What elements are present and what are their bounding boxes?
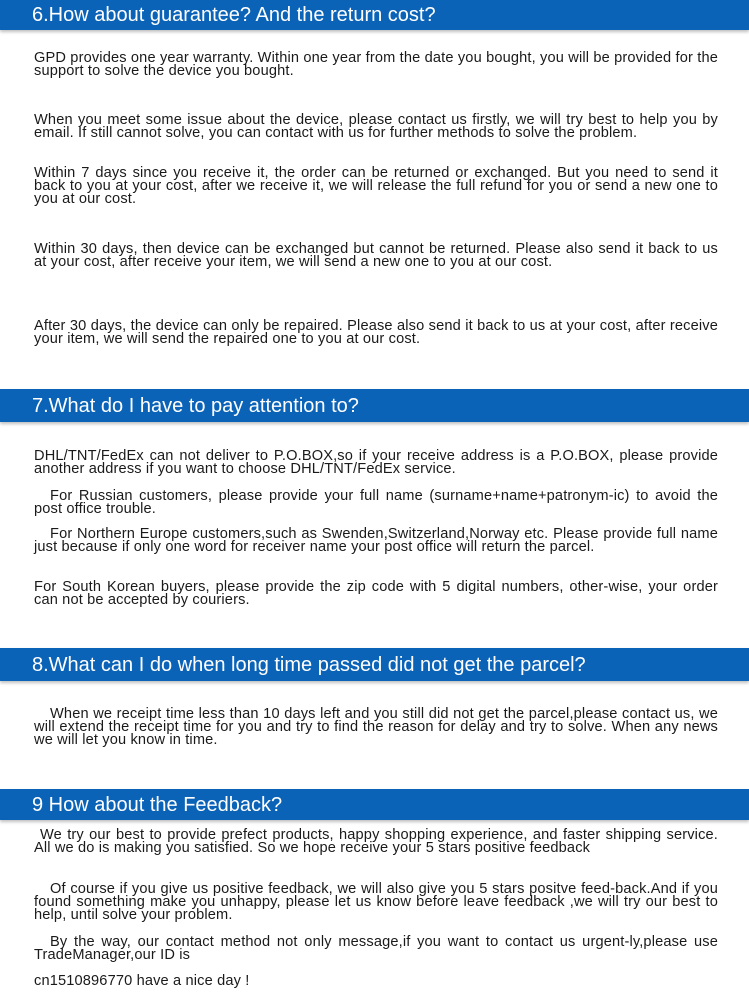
northern-europe-paragraph: For Northern Europe customers,such as Swenden,Switzerland,Norway etc. Please provide full name just because if only one word for receiver name your post office will return the parcel. — [34, 526, 718, 555]
return-7-days-paragraph: Within 7 days since you receive it, the order can be returned or exchanged. But you need to send it back to you at your cost, after we receive it, we will release the full refund for you or send a new one to you at our cost. — [34, 165, 718, 207]
warranty-paragraph: GPD provides one year warranty. Within one year from the date you bought, you will be provided for the support to solve the device you bought. — [34, 50, 718, 79]
exchange-30-days-paragraph: Within 30 days, then device can be exchanged but cannot be returned. Please also send it back to us at your cost, after receive your item, we will send a new one to you at our cost. — [34, 241, 718, 270]
trademanager-id-line: cn1510896770 have a nice day ! — [34, 973, 250, 989]
parcel-delay-paragraph: When we receipt time less than 10 days left and you still did not get the parcel,please contact us, we will extend the receipt time for you and try to find the reason for delay and try to solve. When any news we will let you know in time. — [34, 706, 718, 748]
south-korea-paragraph: For South Korean buyers, please provide the zip code with 5 digital numbers, other-wise, your order can not be accepted by couriers. — [34, 579, 718, 608]
section-9-heading: 9 How about the Feedback? — [0, 789, 749, 820]
positive-feedback-paragraph: Of course if you give us positive feedback, we will also give you 5 stars positve feed-back.And if you found something make you unhappy, please let us know before leave feedback ,we will try our best to help, until solve your problem. — [34, 881, 718, 923]
contact-method-paragraph: By the way, our contact method not only message,if you want to contact us urgent-ly,please use TradeManager,our ID is — [34, 934, 718, 963]
section-6-heading: 6.How about guarantee? And the return cost? — [0, 0, 749, 30]
repair-after-30-days-paragraph: After 30 days, the device can only be repaired. Please also send it back to us at your cost, after receive your item, we will send the repaired one to you at our cost. — [34, 318, 718, 347]
russian-customers-paragraph: For Russian customers, please provide your full name (surname+name+patronym-ic) to avoid the post office trouble. — [34, 488, 718, 517]
contact-first-paragraph: When you meet some issue about the device, please contact us firstly, we will try best to help you by email. If still cannot solve, you can contact with us for further methods to solve the problem. — [34, 112, 718, 141]
section-7-heading: 7.What do I have to pay attention to? — [0, 389, 749, 422]
feedback-intro-paragraph: We try our best to provide prefect products, happy shopping experience, and faster shipping service. All we do is making you satisfied. So we hope receive your 5 stars positive feedback — [34, 827, 718, 856]
po-box-paragraph: DHL/TNT/FedEx can not deliver to P.O.BOX,so if your receive address is a P.O.BOX, please provide another address if you want to choose DHL/TNT/FedEx service. — [34, 448, 718, 477]
section-8-heading: 8.What can I do when long time passed did not get the parcel? — [0, 648, 749, 681]
